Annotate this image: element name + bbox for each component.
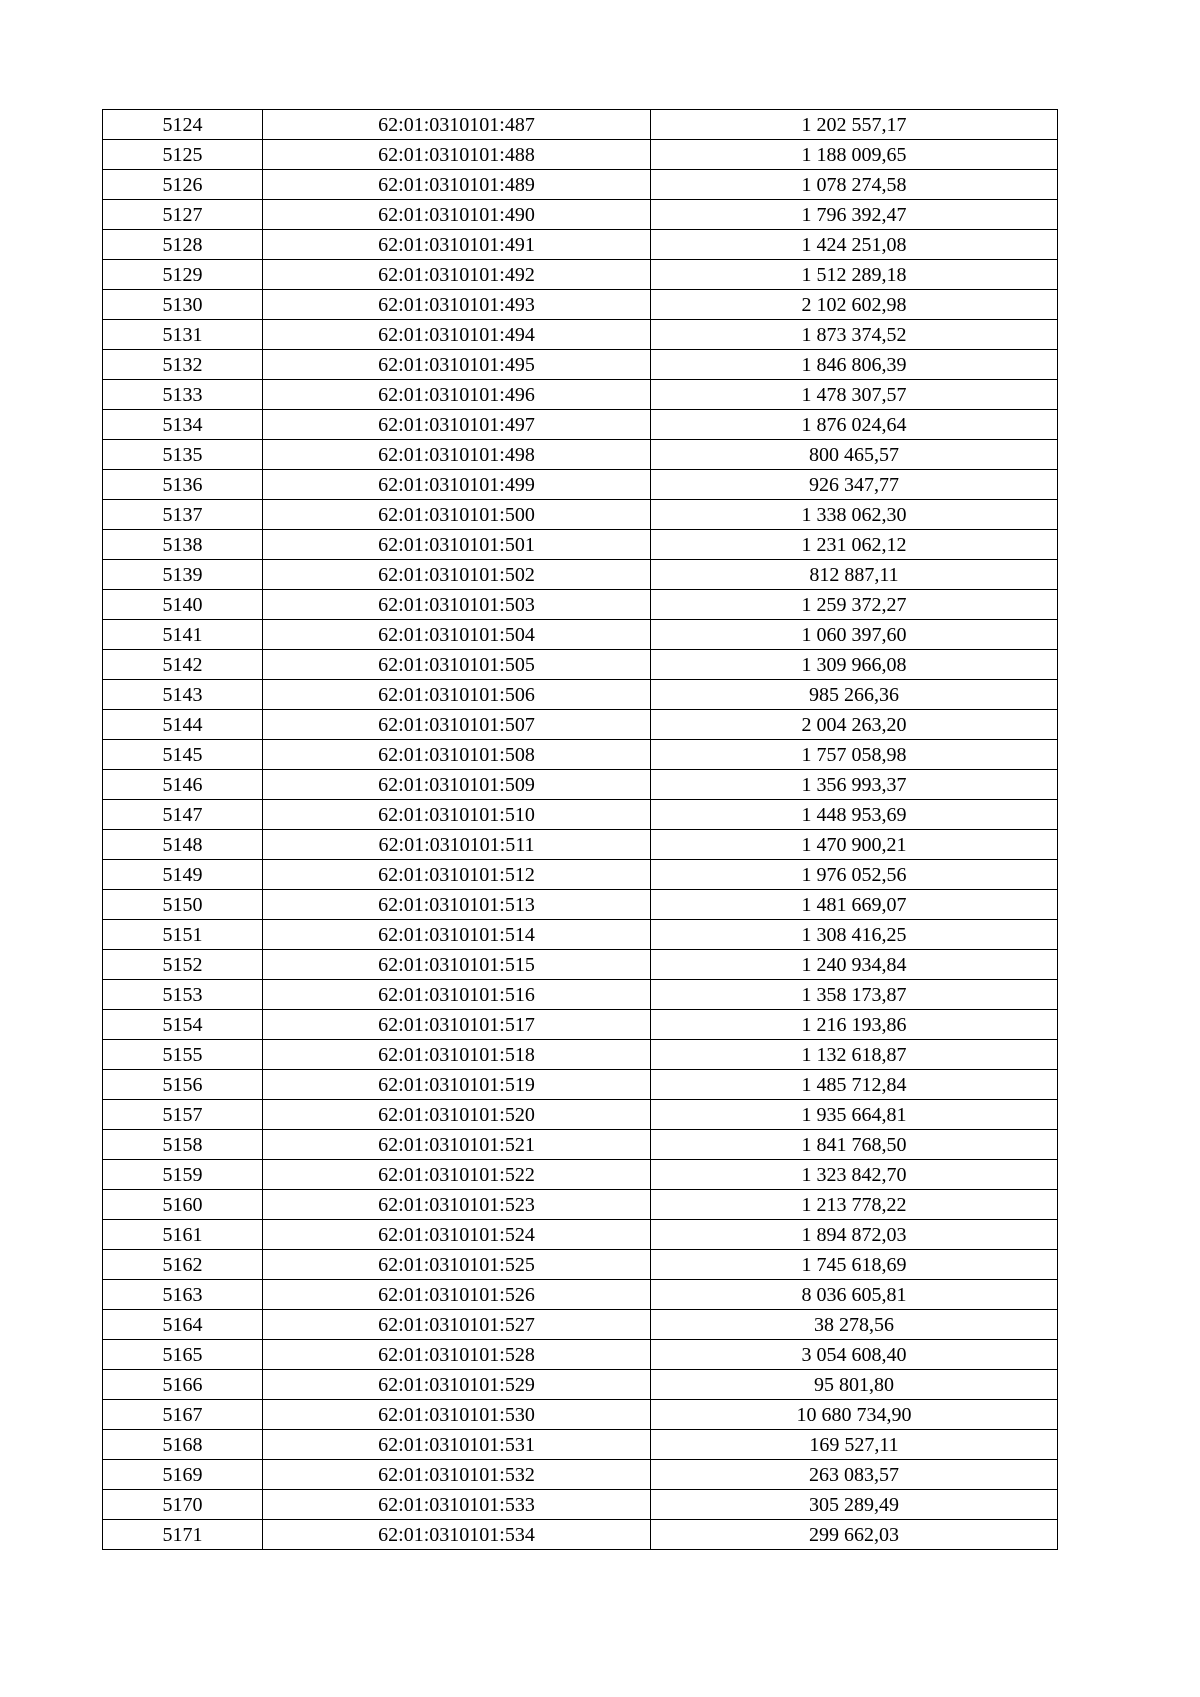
row-number-cell: 5133 bbox=[103, 380, 263, 410]
cadastral-value-cell: 1 356 993,37 bbox=[651, 770, 1058, 800]
cadastral-number-cell: 62:01:0310101:514 bbox=[263, 920, 651, 950]
cadastral-value-cell: 1 323 842,70 bbox=[651, 1160, 1058, 1190]
table-row bbox=[103, 770, 1058, 800]
row-number-cell: 5128 bbox=[103, 230, 263, 260]
table-row bbox=[103, 740, 1058, 770]
row-number-cell: 5140 bbox=[103, 590, 263, 620]
table-row bbox=[103, 1520, 1058, 1550]
cadastral-number-cell: 62:01:0310101:491 bbox=[263, 230, 651, 260]
table-row bbox=[103, 530, 1058, 560]
cadastral-number-cell: 62:01:0310101:513 bbox=[263, 890, 651, 920]
cadastral-value-cell: 800 465,57 bbox=[651, 440, 1058, 470]
table-row bbox=[103, 710, 1058, 740]
cadastral-value-cell: 1 846 806,39 bbox=[651, 350, 1058, 380]
cadastral-value-cell: 1 060 397,60 bbox=[651, 620, 1058, 650]
row-number-cell: 5131 bbox=[103, 320, 263, 350]
table-row bbox=[103, 1100, 1058, 1130]
cadastral-value-cell: 1 976 052,56 bbox=[651, 860, 1058, 890]
cadastral-value-cell: 38 278,56 bbox=[651, 1310, 1058, 1340]
cadastral-number-cell: 62:01:0310101:516 bbox=[263, 980, 651, 1010]
cadastral-value-cell: 1 478 307,57 bbox=[651, 380, 1058, 410]
table-row bbox=[103, 470, 1058, 500]
row-number-cell: 5163 bbox=[103, 1280, 263, 1310]
cadastral-number-cell: 62:01:0310101:488 bbox=[263, 140, 651, 170]
row-number-cell: 5151 bbox=[103, 920, 263, 950]
table-row bbox=[103, 1250, 1058, 1280]
table-row bbox=[103, 950, 1058, 980]
table-row bbox=[103, 920, 1058, 950]
table-row bbox=[103, 260, 1058, 290]
cadastral-number-cell: 62:01:0310101:515 bbox=[263, 950, 651, 980]
table-row bbox=[103, 230, 1058, 260]
cadastral-value-cell: 1 358 173,87 bbox=[651, 980, 1058, 1010]
cadastral-number-cell: 62:01:0310101:499 bbox=[263, 470, 651, 500]
cadastral-value-cell: 1 485 712,84 bbox=[651, 1070, 1058, 1100]
cadastral-number-cell: 62:01:0310101:521 bbox=[263, 1130, 651, 1160]
cadastral-value-table bbox=[102, 109, 1058, 1550]
cadastral-number-cell: 62:01:0310101:525 bbox=[263, 1250, 651, 1280]
cadastral-number-cell: 62:01:0310101:505 bbox=[263, 650, 651, 680]
cadastral-number-cell: 62:01:0310101:523 bbox=[263, 1190, 651, 1220]
row-number-cell: 5135 bbox=[103, 440, 263, 470]
table-row bbox=[103, 1220, 1058, 1250]
cadastral-value-cell: 1 796 392,47 bbox=[651, 200, 1058, 230]
row-number-cell: 5130 bbox=[103, 290, 263, 320]
cadastral-value-cell: 263 083,57 bbox=[651, 1460, 1058, 1490]
row-number-cell: 5150 bbox=[103, 890, 263, 920]
table-row bbox=[103, 560, 1058, 590]
table-row bbox=[103, 800, 1058, 830]
row-number-cell: 5155 bbox=[103, 1040, 263, 1070]
table-row bbox=[103, 140, 1058, 170]
row-number-cell: 5164 bbox=[103, 1310, 263, 1340]
cadastral-value-cell: 1 338 062,30 bbox=[651, 500, 1058, 530]
cadastral-value-cell: 1 240 934,84 bbox=[651, 950, 1058, 980]
cadastral-value-cell: 8 036 605,81 bbox=[651, 1280, 1058, 1310]
cadastral-number-cell: 62:01:0310101:500 bbox=[263, 500, 651, 530]
cadastral-value-cell: 1 213 778,22 bbox=[651, 1190, 1058, 1220]
row-number-cell: 5125 bbox=[103, 140, 263, 170]
cadastral-number-cell: 62:01:0310101:507 bbox=[263, 710, 651, 740]
table-row bbox=[103, 1460, 1058, 1490]
row-number-cell: 5170 bbox=[103, 1490, 263, 1520]
table-row bbox=[103, 170, 1058, 200]
row-number-cell: 5143 bbox=[103, 680, 263, 710]
table-row bbox=[103, 110, 1058, 140]
row-number-cell: 5142 bbox=[103, 650, 263, 680]
table-row bbox=[103, 860, 1058, 890]
row-number-cell: 5129 bbox=[103, 260, 263, 290]
cadastral-number-cell: 62:01:0310101:506 bbox=[263, 680, 651, 710]
cadastral-number-cell: 62:01:0310101:508 bbox=[263, 740, 651, 770]
cadastral-value-cell: 1 308 416,25 bbox=[651, 920, 1058, 950]
cadastral-value-cell: 2 102 602,98 bbox=[651, 290, 1058, 320]
cadastral-number-cell: 62:01:0310101:509 bbox=[263, 770, 651, 800]
table-row bbox=[103, 410, 1058, 440]
table-row bbox=[103, 1070, 1058, 1100]
cadastral-number-cell: 62:01:0310101:503 bbox=[263, 590, 651, 620]
table-row bbox=[103, 1430, 1058, 1460]
cadastral-number-cell: 62:01:0310101:492 bbox=[263, 260, 651, 290]
table-row bbox=[103, 320, 1058, 350]
cadastral-value-cell: 3 054 608,40 bbox=[651, 1340, 1058, 1370]
row-number-cell: 5159 bbox=[103, 1160, 263, 1190]
table-row bbox=[103, 380, 1058, 410]
row-number-cell: 5167 bbox=[103, 1400, 263, 1430]
table-row bbox=[103, 1160, 1058, 1190]
cadastral-number-cell: 62:01:0310101:510 bbox=[263, 800, 651, 830]
table-row bbox=[103, 350, 1058, 380]
cadastral-number-cell: 62:01:0310101:501 bbox=[263, 530, 651, 560]
cadastral-value-cell: 1 470 900,21 bbox=[651, 830, 1058, 860]
row-number-cell: 5147 bbox=[103, 800, 263, 830]
cadastral-value-cell: 1 132 618,87 bbox=[651, 1040, 1058, 1070]
cadastral-value-cell: 95 801,80 bbox=[651, 1370, 1058, 1400]
cadastral-number-cell: 62:01:0310101:495 bbox=[263, 350, 651, 380]
row-number-cell: 5168 bbox=[103, 1430, 263, 1460]
table-body bbox=[103, 110, 1058, 1550]
cadastral-number-cell: 62:01:0310101:502 bbox=[263, 560, 651, 590]
cadastral-value-cell: 926 347,77 bbox=[651, 470, 1058, 500]
row-number-cell: 5132 bbox=[103, 350, 263, 380]
row-number-cell: 5137 bbox=[103, 500, 263, 530]
table-row bbox=[103, 590, 1058, 620]
row-number-cell: 5169 bbox=[103, 1460, 263, 1490]
row-number-cell: 5138 bbox=[103, 530, 263, 560]
table-row bbox=[103, 1010, 1058, 1040]
row-number-cell: 5156 bbox=[103, 1070, 263, 1100]
table-row bbox=[103, 1040, 1058, 1070]
cadastral-value-cell: 299 662,03 bbox=[651, 1520, 1058, 1550]
cadastral-number-cell: 62:01:0310101:532 bbox=[263, 1460, 651, 1490]
cadastral-value-cell: 1 216 193,86 bbox=[651, 1010, 1058, 1040]
row-number-cell: 5154 bbox=[103, 1010, 263, 1040]
cadastral-number-cell: 62:01:0310101:517 bbox=[263, 1010, 651, 1040]
cadastral-value-cell: 2 004 263,20 bbox=[651, 710, 1058, 740]
cadastral-value-cell: 1 481 669,07 bbox=[651, 890, 1058, 920]
cadastral-number-cell: 62:01:0310101:518 bbox=[263, 1040, 651, 1070]
cadastral-number-cell: 62:01:0310101:524 bbox=[263, 1220, 651, 1250]
table-row bbox=[103, 1190, 1058, 1220]
row-number-cell: 5153 bbox=[103, 980, 263, 1010]
cadastral-number-cell: 62:01:0310101:527 bbox=[263, 1310, 651, 1340]
row-number-cell: 5149 bbox=[103, 860, 263, 890]
cadastral-value-cell: 1 078 274,58 bbox=[651, 170, 1058, 200]
row-number-cell: 5152 bbox=[103, 950, 263, 980]
row-number-cell: 5139 bbox=[103, 560, 263, 590]
table-row bbox=[103, 500, 1058, 530]
table-row bbox=[103, 980, 1058, 1010]
row-number-cell: 5141 bbox=[103, 620, 263, 650]
cadastral-value-cell: 305 289,49 bbox=[651, 1490, 1058, 1520]
row-number-cell: 5171 bbox=[103, 1520, 263, 1550]
cadastral-number-cell: 62:01:0310101:526 bbox=[263, 1280, 651, 1310]
table-row bbox=[103, 830, 1058, 860]
cadastral-value-cell: 1 757 058,98 bbox=[651, 740, 1058, 770]
cadastral-value-cell: 1 424 251,08 bbox=[651, 230, 1058, 260]
cadastral-value-cell: 1 448 953,69 bbox=[651, 800, 1058, 830]
cadastral-value-cell: 1 841 768,50 bbox=[651, 1130, 1058, 1160]
cadastral-value-cell: 1 188 009,65 bbox=[651, 140, 1058, 170]
table-row bbox=[103, 290, 1058, 320]
cadastral-value-cell: 1 309 966,08 bbox=[651, 650, 1058, 680]
cadastral-value-cell: 1 873 374,52 bbox=[651, 320, 1058, 350]
row-number-cell: 5127 bbox=[103, 200, 263, 230]
row-number-cell: 5144 bbox=[103, 710, 263, 740]
row-number-cell: 5166 bbox=[103, 1370, 263, 1400]
cadastral-number-cell: 62:01:0310101:529 bbox=[263, 1370, 651, 1400]
cadastral-number-cell: 62:01:0310101:496 bbox=[263, 380, 651, 410]
cadastral-value-cell: 1 202 557,17 bbox=[651, 110, 1058, 140]
row-number-cell: 5158 bbox=[103, 1130, 263, 1160]
cadastral-value-cell: 985 266,36 bbox=[651, 680, 1058, 710]
cadastral-value-cell: 1 745 618,69 bbox=[651, 1250, 1058, 1280]
cadastral-value-cell: 1 231 062,12 bbox=[651, 530, 1058, 560]
cadastral-value-cell: 1 259 372,27 bbox=[651, 590, 1058, 620]
cadastral-number-cell: 62:01:0310101:530 bbox=[263, 1400, 651, 1430]
cadastral-number-cell: 62:01:0310101:498 bbox=[263, 440, 651, 470]
table-row bbox=[103, 890, 1058, 920]
row-number-cell: 5148 bbox=[103, 830, 263, 860]
row-number-cell: 5161 bbox=[103, 1220, 263, 1250]
table-row bbox=[103, 1310, 1058, 1340]
cadastral-number-cell: 62:01:0310101:511 bbox=[263, 830, 651, 860]
table-row bbox=[103, 1340, 1058, 1370]
cadastral-number-cell: 62:01:0310101:494 bbox=[263, 320, 651, 350]
cadastral-value-cell: 1 876 024,64 bbox=[651, 410, 1058, 440]
cadastral-value-cell: 1 512 289,18 bbox=[651, 260, 1058, 290]
table-row bbox=[103, 650, 1058, 680]
row-number-cell: 5145 bbox=[103, 740, 263, 770]
row-number-cell: 5126 bbox=[103, 170, 263, 200]
table-row bbox=[103, 440, 1058, 470]
cadastral-value-cell: 1 935 664,81 bbox=[651, 1100, 1058, 1130]
row-number-cell: 5134 bbox=[103, 410, 263, 440]
row-number-cell: 5162 bbox=[103, 1250, 263, 1280]
cadastral-number-cell: 62:01:0310101:489 bbox=[263, 170, 651, 200]
row-number-cell: 5146 bbox=[103, 770, 263, 800]
cadastral-value-cell: 812 887,11 bbox=[651, 560, 1058, 590]
cadastral-number-cell: 62:01:0310101:531 bbox=[263, 1430, 651, 1460]
table-row bbox=[103, 200, 1058, 230]
row-number-cell: 5160 bbox=[103, 1190, 263, 1220]
table-row bbox=[103, 1370, 1058, 1400]
cadastral-number-cell: 62:01:0310101:520 bbox=[263, 1100, 651, 1130]
table-row bbox=[103, 1130, 1058, 1160]
cadastral-number-cell: 62:01:0310101:512 bbox=[263, 860, 651, 890]
table-row bbox=[103, 1280, 1058, 1310]
table-row bbox=[103, 1490, 1058, 1520]
row-number-cell: 5157 bbox=[103, 1100, 263, 1130]
row-number-cell: 5124 bbox=[103, 110, 263, 140]
cadastral-number-cell: 62:01:0310101:533 bbox=[263, 1490, 651, 1520]
cadastral-number-cell: 62:01:0310101:497 bbox=[263, 410, 651, 440]
table-row bbox=[103, 680, 1058, 710]
cadastral-value-cell: 10 680 734,90 bbox=[651, 1400, 1058, 1430]
cadastral-number-cell: 62:01:0310101:504 bbox=[263, 620, 651, 650]
cadastral-number-cell: 62:01:0310101:487 bbox=[263, 110, 651, 140]
cadastral-value-cell: 169 527,11 bbox=[651, 1430, 1058, 1460]
cadastral-number-cell: 62:01:0310101:522 bbox=[263, 1160, 651, 1190]
cadastral-value-cell: 1 894 872,03 bbox=[651, 1220, 1058, 1250]
row-number-cell: 5165 bbox=[103, 1340, 263, 1370]
row-number-cell: 5136 bbox=[103, 470, 263, 500]
table-row bbox=[103, 1400, 1058, 1430]
cadastral-number-cell: 62:01:0310101:528 bbox=[263, 1340, 651, 1370]
cadastral-number-cell: 62:01:0310101:493 bbox=[263, 290, 651, 320]
cadastral-number-cell: 62:01:0310101:534 bbox=[263, 1520, 651, 1550]
cadastral-number-cell: 62:01:0310101:519 bbox=[263, 1070, 651, 1100]
table-row bbox=[103, 620, 1058, 650]
cadastral-number-cell: 62:01:0310101:490 bbox=[263, 200, 651, 230]
